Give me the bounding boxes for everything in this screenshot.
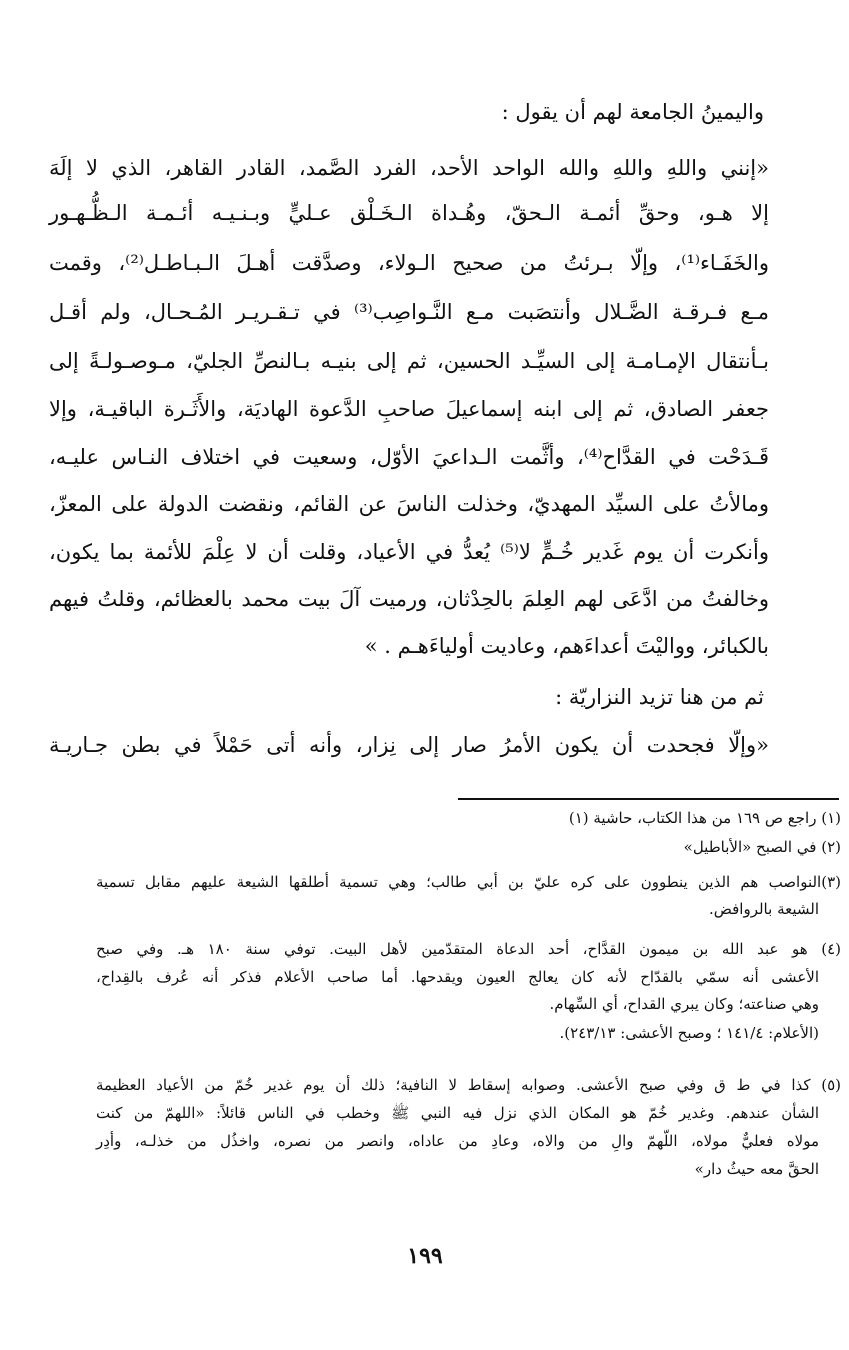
footnote-line: (الأعلام: ١٤١/٤ ؛ وصبح الأعشى: ٢٤٣/١٣). [559,1024,819,1042]
continuation-line: «وإلّا فجحدت أن يكون الأمرُ صار إلى نِزار، وأنه أتى حَمْلاً في بطن جـاريـة [49,733,769,757]
oath-line: بالكبائر، وواليْتَ أعداءَهم، وعاديت أولياءَهـم . » [364,634,769,658]
footnote-line: الأعشى أنه سمّي بالقدّاح لأنه كان يعالج العيون ويقدحها. أما صاحب الأعلام فذكر أنه عُرف بالقِداح، [96,968,819,986]
oath-line: وخالفتُ من ادَّعَى لهم العِلمَ بالحِدْثان، ورميت آلَ بيت محمد بالعظائم، وقلتُ فيهم [49,587,769,611]
footnote-line: (٣)النواصب هم الذين ينطوون على كره عليّ بن أبي طالب؛ وهي تسمية أطلقها الشيعة عليهم مقابل تسمية [96,873,841,891]
oath-line: مـع فـرقـة الضَّـلال وأنتصَبت مـع النَّـواصِب⁽³⁾ في تـقـريـر المُـحـال، ولم أقـل [49,300,769,324]
footnote-line: (٢) في الصبح «الأباطيل» [683,838,841,856]
page-number: ١٩٩ [407,1243,443,1269]
footnote-line: (٥) كذا في ط ق وفي صبح الأعشى. وصوابه إسقاط لا النافية؛ ذلك أن يوم غدير خُمّ من الأعياد العظيمة [96,1076,841,1094]
intro-line: واليمينُ الجامعة لهم أن يقول : [501,100,764,124]
oath-line: والخَفَـاء⁽¹⁾، وإلّا بـرئتُ من صحيح الـولاء، وصدَّقت أهـلَ الـبـاطـل⁽²⁾، وقمت [49,251,769,275]
oath-line: ومالأتُ على السيِّد المهديّ، وخذلت الناسَ عن القائم، ونقضت الدولة على المعزّ، [49,492,769,516]
footnote-line: الشأن عندهم. وغدير خُمّ هو المكان الذي نزل فيه النبي ﷺ وخطب في الناس قائلاً: «اللهمّ من كنت [96,1104,819,1122]
oath-line: «إنني واللهِ واللهِ والله الواحد الأحد، الفرد الصَّمد، القادر القاهر، الذي لا إلَهَ [49,156,769,180]
oath-line: بـأنتقال الإمـامـة إلى السيِّـد الحسين، ثم إلى بنيـه بـالنصِّ الجليّ، مـوصـولـةً إلى [49,349,769,373]
oath-line: جعفر الصادق، ثم إلى ابنه إسماعيلَ صاحبِ الدَّعوة الهاديَة، والأَثَـرة الباقيـة، وإلا [49,397,769,421]
oath-line: وأنكرت أن يوم غَدير خُـمٍّ لا⁽⁵⁾ يُعدُّ في الأعياد، وقلت أن لا عِلْمَ للأئمة بما يكون، [49,540,769,564]
footnote-divider [458,798,839,800]
oath-line: إلا هـو، وحقِّ أئمـة الـحقّ، وهُـداة الـخَـلْق عـليٍّ وبـنـيـه أئـمـة الـظُّـهـور [49,201,769,225]
footnote-line: الشيعة بالروافض. [708,900,819,918]
footnote-line: وهي صناعته؛ وكان يبري القداح، أي السِّهام. [549,995,819,1013]
footnote-line: (٤) هو عبد الله بن ميمون القدَّاح، أحد الدعاة المتقدّمين لأهل البيت. توفي سنة ١٨٠ هـ. وفي صبح [96,940,841,958]
footnote-line: مولاه فعليٌّ مولاه، اللّهمّ والِ من والاه، وعادِ من عاداه، وانصر من نصره، واخذُل من خذلـه، وأدِر [96,1132,819,1150]
transition-line: ثم من هنا تزيد النزاريّة : [555,685,764,709]
oath-line: قَـدَحْت في القدَّاح⁽⁴⁾، وأثَّمت الـداعيَ الأوّل، وسعيت في اختلاف النـاس عليـه، [49,445,769,469]
footnote-line: (١) راجع ص ١٦٩ من هذا الكتاب، حاشية (١) [568,809,841,827]
footnote-line: الحقَّ معه حيثُ دار» [694,1160,819,1178]
